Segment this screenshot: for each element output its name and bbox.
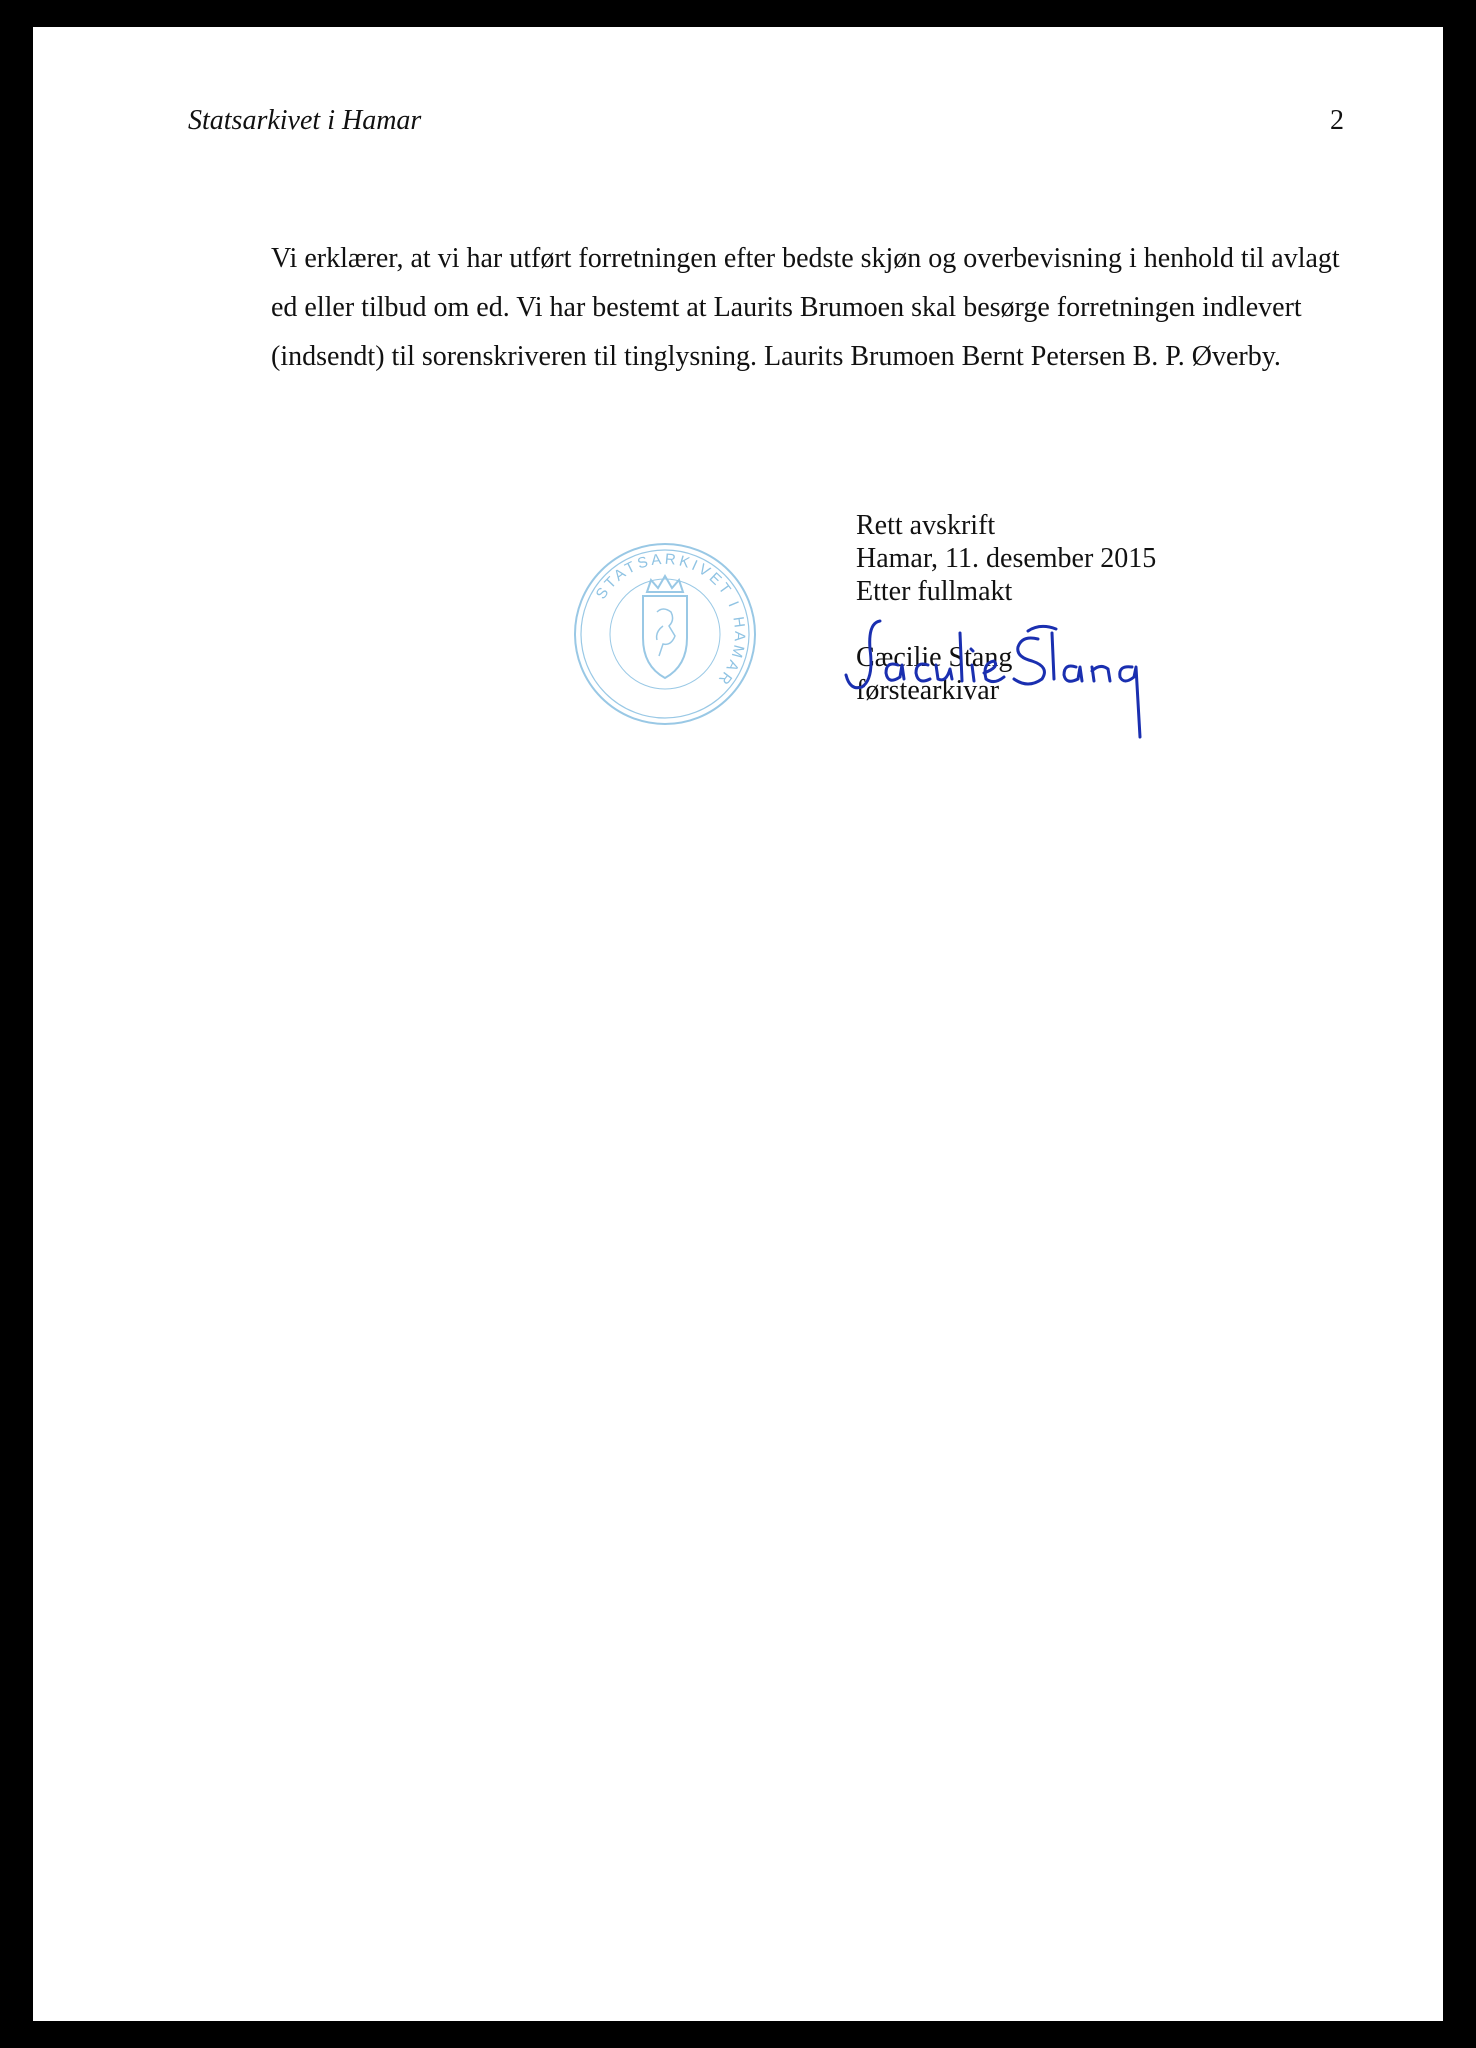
closing-line-authority: Etter fullmakt <box>856 576 1013 607</box>
archive-seal-icon <box>571 540 759 728</box>
body-paragraph: Vi erklærer, at vi har utført forretningen efter bedste skjøn og overbevisning i henhold til avlagt ed eller tilbud om ed. Vi har bestemt at Laurits Brumoen skal besørge forretningen indlevert (indsendt) til sorenskriveren til tinglysning. Laurits Brumoen Bernt Petersen B. P. Øverby. <box>271 243 1340 372</box>
signatory-title: førstearkivar <box>856 675 1000 706</box>
handwritten-signature-icon <box>828 609 1158 749</box>
page-number: 2 <box>1330 105 1344 136</box>
svg-text:STATSARKIVET I HAMAR <box>593 551 749 690</box>
closing-line-place-date: Hamar, 11. desember 2015 <box>856 543 1157 574</box>
header-title: Statsarkivet i Hamar <box>188 105 422 136</box>
seal-text: STATSARKIVET I HAMAR <box>592 550 749 690</box>
closing-line-certified-copy: Rett avskrift <box>856 510 996 541</box>
signatory-name: Cæcilie Stang <box>856 642 1013 673</box>
document-page <box>33 27 1443 2021</box>
